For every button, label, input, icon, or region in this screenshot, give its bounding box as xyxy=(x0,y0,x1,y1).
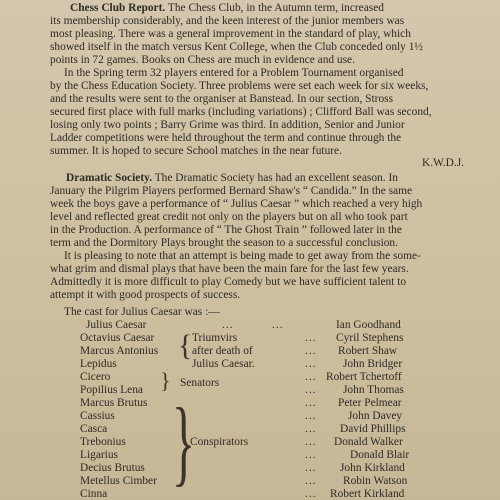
cast-actor: Robert Tchertoff xyxy=(326,371,402,383)
leader-dots: ... xyxy=(305,436,317,448)
dramatic-line: term and the Dormitory Plays brought the season to a successful conclusion. xyxy=(50,237,398,249)
cast-role: Trebonius xyxy=(80,436,126,448)
dramatic-line: week the boys gave a performance of “ Julius Caesar ” which reached a very high xyxy=(50,198,423,210)
leader-dots: ... xyxy=(305,488,317,500)
cast-actor: John Thomas xyxy=(343,384,404,396)
group-label-conspirators: Conspirators xyxy=(190,436,249,448)
leader-dots: ... xyxy=(222,319,234,331)
cast-role: Cassius xyxy=(80,410,115,422)
cast-actor: Donald Walker xyxy=(334,436,403,448)
chess-line: summer. It is hoped to secure School matches in the near future. xyxy=(50,145,342,157)
group-label-julius: Julius Caesar. xyxy=(192,358,255,370)
cast-role: Marcus Brutus xyxy=(80,397,148,409)
leader-dots: ... xyxy=(305,371,317,383)
brace-conspirators: } xyxy=(172,388,196,495)
leader-dots: ... xyxy=(305,345,317,357)
leader-dots: ... xyxy=(305,423,317,435)
cast-actor: Donald Blair xyxy=(350,449,410,461)
group-label-triumvirs: Triumvirs xyxy=(192,332,238,344)
cast-actor: John Kirkland xyxy=(340,462,405,474)
chess-heading: Chess Club Report. xyxy=(70,2,166,14)
dramatic-line: in the Production. A performance of “ The Ghost Train ” followed later in the xyxy=(50,224,402,236)
cast-actor: Robin Watson xyxy=(343,475,408,487)
cast-intro: The cast for Julius Caesar was :— xyxy=(64,306,220,318)
cast-actor: Ian Goodhand xyxy=(336,319,401,331)
dramatic-line: what grim and dismal plays that have been the main fare for the last few years. xyxy=(50,263,409,275)
chess-line: The Chess Club, in the Autumn term, increased xyxy=(167,2,384,14)
cast-role: Casca xyxy=(80,423,108,435)
chess-line: by the Chess Education Society. Three problems were set each week for six weeks, xyxy=(50,80,429,92)
cast-actor: Robert Kirkland xyxy=(330,488,405,500)
leader-dots: ... xyxy=(305,475,317,487)
chess-line: its membership considerably, and the keen interest of the junior members was xyxy=(50,15,405,27)
cast-role: Marcus Antonius xyxy=(80,345,159,357)
leader-dots: ... xyxy=(305,449,317,461)
leader-dots: ... xyxy=(305,397,317,409)
chess-line: In the Spring term 32 players entered for a Problem Tournament organised xyxy=(64,67,404,79)
leader-dots: ... xyxy=(305,358,317,370)
cast-role: Popilius Lena xyxy=(80,384,143,396)
brace-senators: } xyxy=(160,368,171,393)
chess-line: and the results were sent to the organiser at Banstead. In our section, Stross xyxy=(50,93,394,105)
dramatic-line: January the Pilgrim Players performed Bernard Shaw's “ Candida.” In the same xyxy=(50,185,413,197)
cast-role: Decius Brutus xyxy=(80,462,145,474)
dramatic-line: attempt it with good prospects of success. xyxy=(50,289,241,301)
cast-actor: John Bridger xyxy=(343,358,403,370)
cast-actor: Cyril Stephens xyxy=(336,332,404,344)
cast-role: Lepidus xyxy=(80,358,117,370)
cast-role: Julius Caesar xyxy=(86,319,147,331)
chess-line: points in 72 games. Books on Chess are much in evidence and use. xyxy=(50,54,355,66)
chess-line: Ladder competitions were held throughout the term and continue through the xyxy=(50,132,402,144)
leader-dots: ... xyxy=(305,332,317,344)
dramatic-line: It is pleasing to note that an attempt is being made to get away from the some- xyxy=(64,250,421,262)
leader-dots: ... xyxy=(305,462,317,474)
leader-dots: ... xyxy=(305,410,317,422)
dramatic-line: level and reflected great credit not only on the players but on all who took part xyxy=(50,211,408,223)
chess-line: secured first place with full marks (including variations) ; Clifford Ball was second, xyxy=(50,106,432,118)
dramatic-line: The Dramatic Society has had an excellent season. In xyxy=(154,172,398,184)
cast-actor: David Phillips xyxy=(340,423,406,435)
cast-actor: Peter Pelmear xyxy=(338,397,402,409)
leader-dots: ... xyxy=(272,319,284,331)
cast-actor: Robert Shaw xyxy=(338,345,398,357)
dramatic-heading: Dramatic Society. xyxy=(66,172,153,184)
chess-line: losing only two points ; Barry Grime was third. In addition, Senior and Junior xyxy=(50,119,405,131)
cast-actor: John Davey xyxy=(348,410,403,422)
cast-role: Octavius Caesar xyxy=(80,332,155,344)
chess-line: showed itself in the match versus Kent College, when the Club conceded only 1½ xyxy=(50,41,423,53)
brace-triumvirs: { xyxy=(178,329,193,362)
leader-dots: ... xyxy=(305,384,317,396)
chess-signature: K.W.D.J. xyxy=(422,157,464,169)
group-label-senators: Senators xyxy=(180,377,220,389)
cast-role: Cinna xyxy=(80,488,108,500)
cast-role: Cicero xyxy=(80,371,111,383)
group-label-after-death: after death of xyxy=(192,345,253,357)
cast-role: Metellus Cimber xyxy=(80,475,157,487)
chess-line: most pleasing. There was a general improvement in the standard of play, which xyxy=(50,28,411,40)
cast-role: Ligarius xyxy=(80,449,118,461)
dramatic-line: Admittedly it is more difficult to play Comedy but we have sufficient talent to xyxy=(50,276,407,288)
